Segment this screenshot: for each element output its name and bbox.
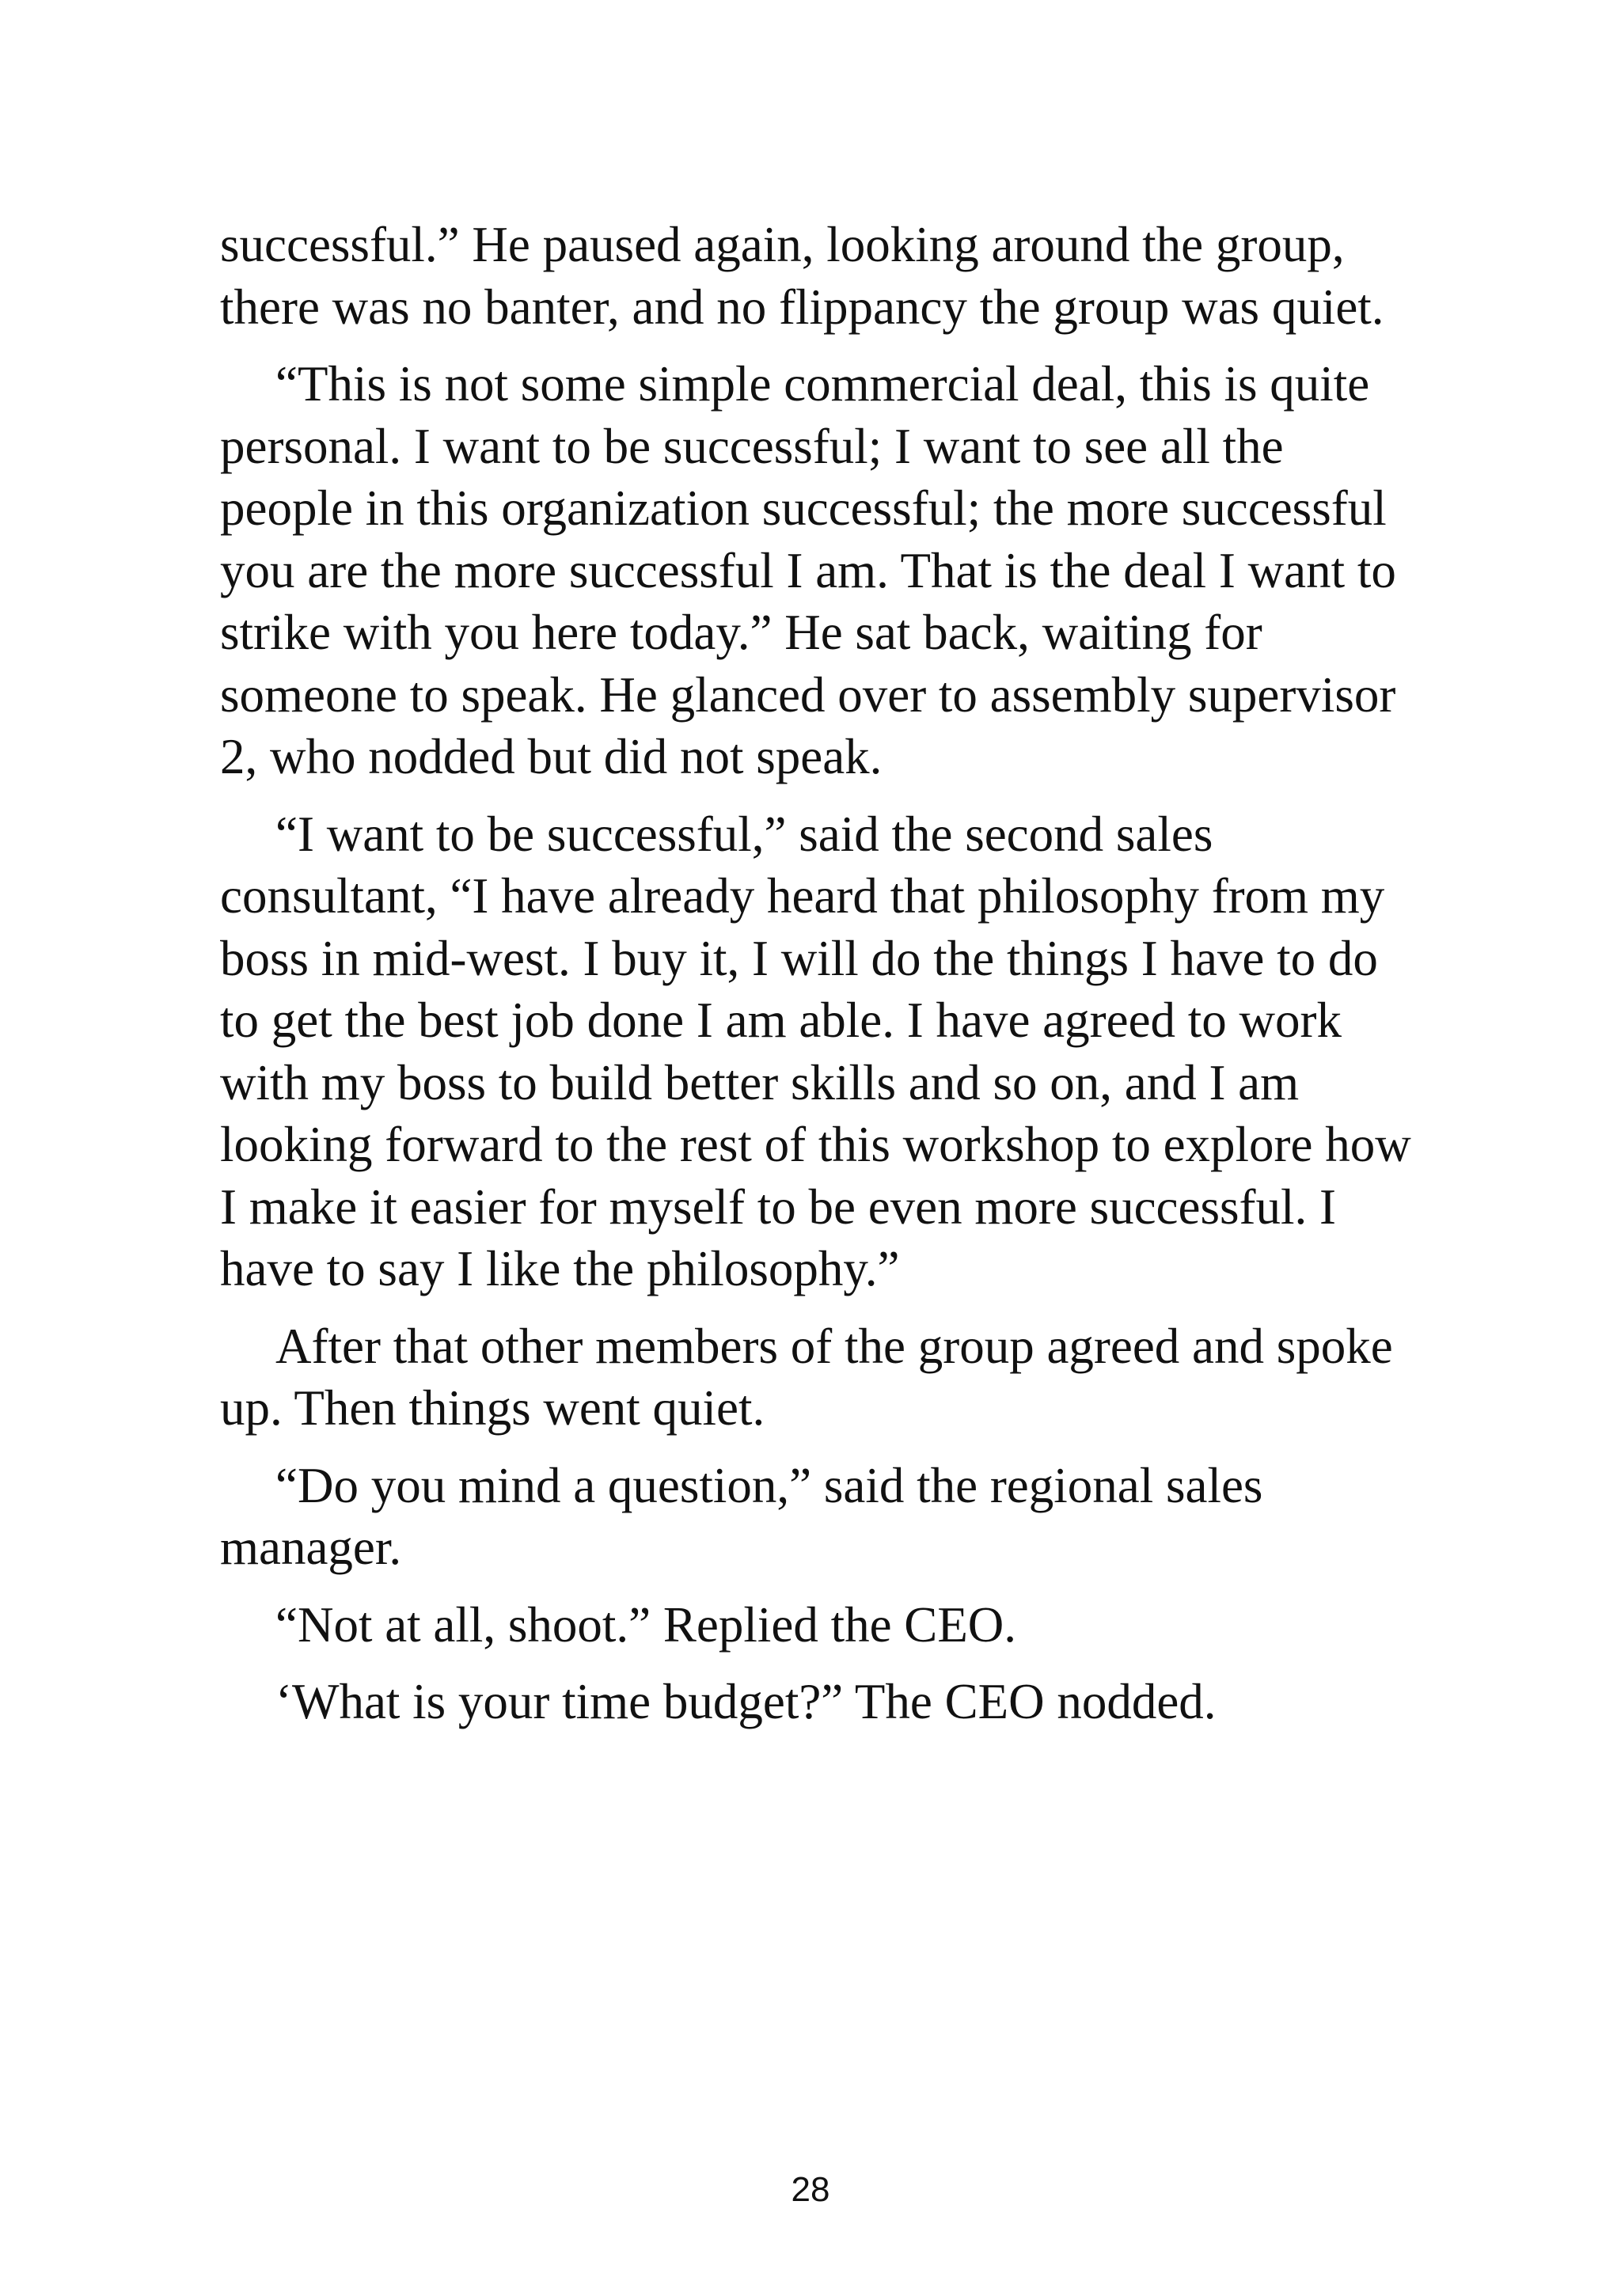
body-text bbox=[220, 214, 1423, 1748]
page-number: 28 bbox=[791, 2170, 830, 2209]
paragraph-continuation: successful.” He paused again, looking around the group, there was no banter, and no flippancy the group was quiet. bbox=[220, 217, 1384, 335]
paragraph: “Not at all, shoot.” Replied the CEO. bbox=[275, 1596, 1017, 1653]
paragraph: “This is not some simple commercial deal, this is quite personal. I want to be successful; I want to see all the people in this organization successful; the more successful you are the more successful I am. That is the deal I want to strike with you here today.” He sat back, waiting for someone to speak. He glanced over to assembly supervisor 2, who nodded but did not speak. bbox=[220, 356, 1396, 784]
paragraph: “Do you mind a question,” said the regional sales manager. bbox=[220, 1457, 1263, 1575]
paragraph: After that other members of the group agreed and spoke up. Then things went quiet. bbox=[220, 1318, 1393, 1436]
paragraph: “I want to be successful,” said the second sales consultant, “I have already heard that philosophy from my boss in mid-west. I buy it, I will do the things I have to do to get the best job done I am able. I have agreed to work with my boss to build better skills and so on, and I am looking forward to the rest of this workshop to explore how I make it easier for myself to be even more successful. I have to say I like the philosophy.” bbox=[220, 806, 1411, 1296]
paragraph: ‘What is your time budget?” The CEO nodded. bbox=[275, 1674, 1217, 1729]
